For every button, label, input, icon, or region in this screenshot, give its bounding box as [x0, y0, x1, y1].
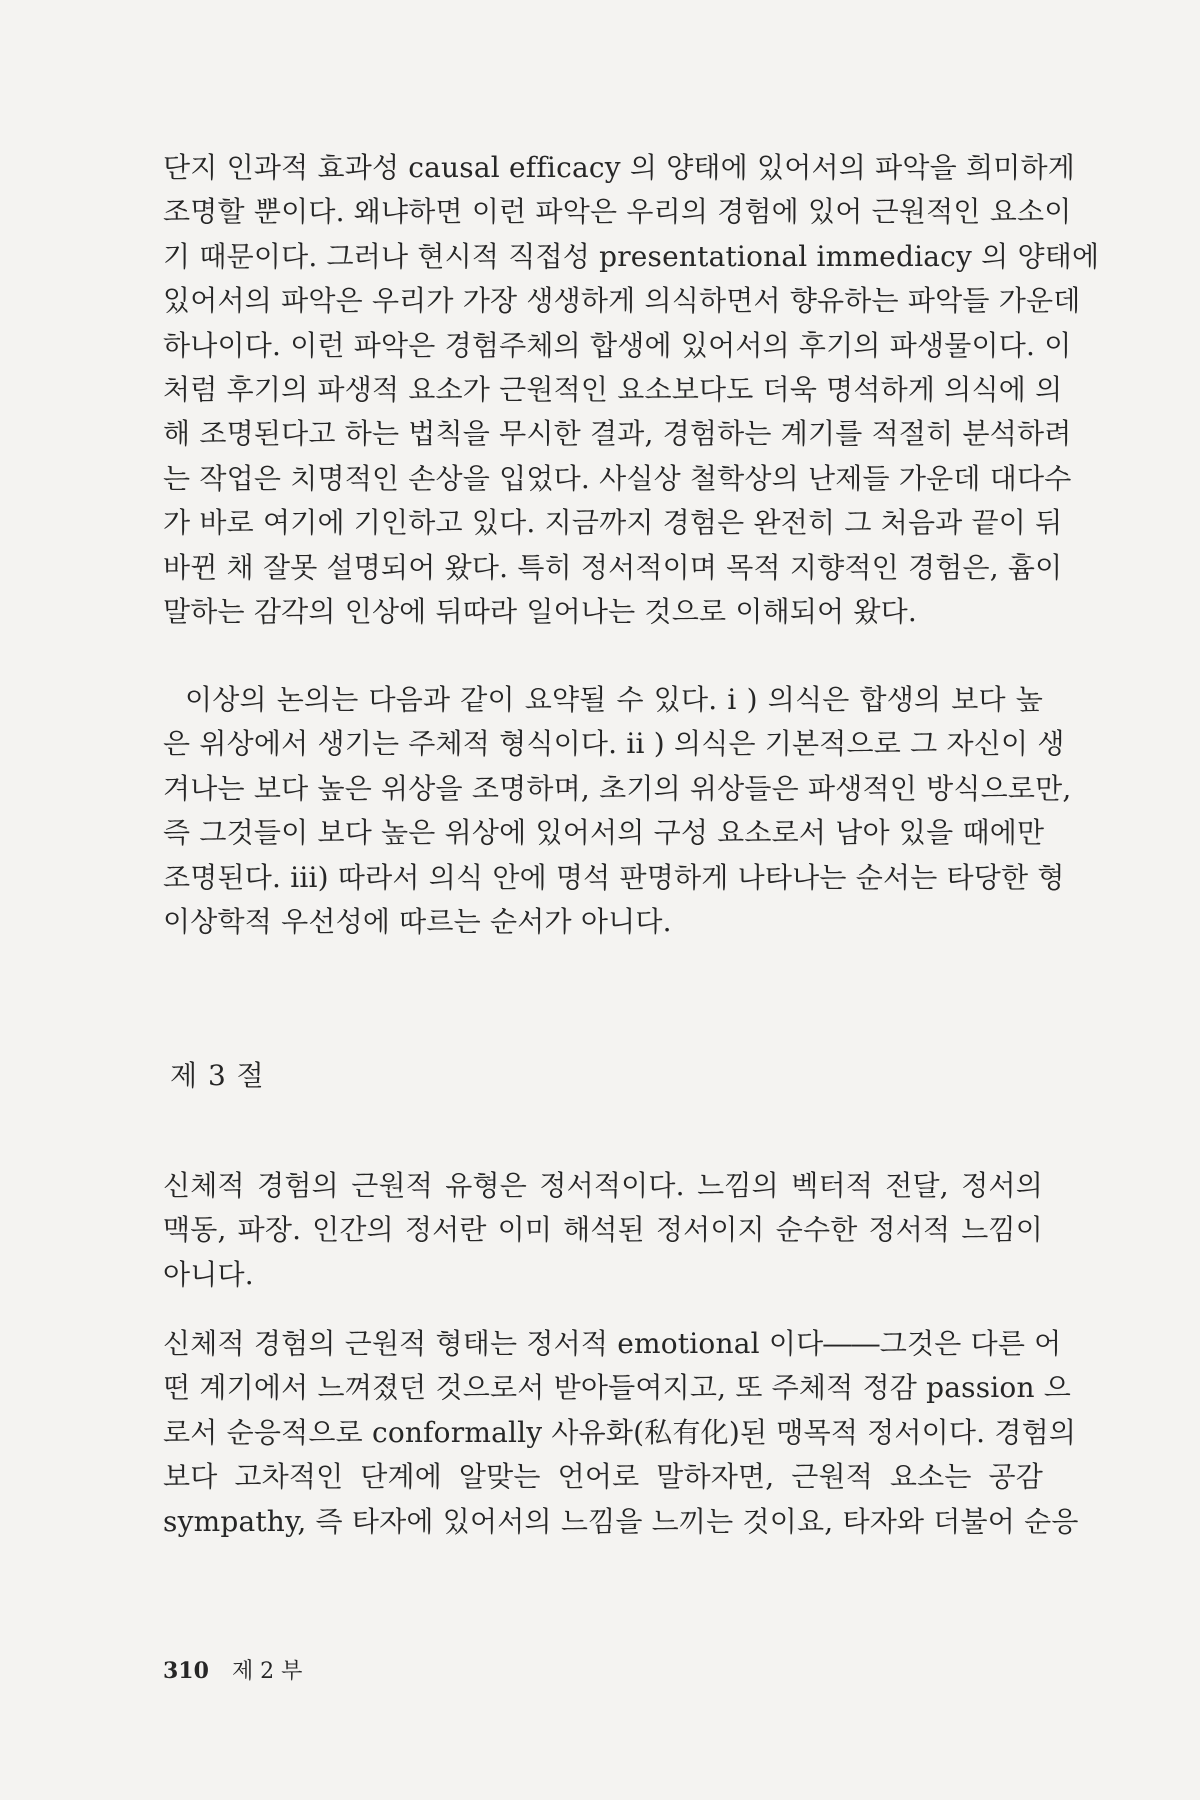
text-line: 있어서의 파악은 우리가 가장 생생하게 의식하면서 향유하는 파악들 가운데	[163, 284, 1081, 318]
text-line: 바뀐 채 잘못 설명되어 왔다. 특히 정서적이며 목적 지향적인 경험은, 흄이	[163, 550, 1063, 584]
text-line: 는 작업은 치명적인 손상을 입었다. 사실상 철학상의 난제들 가운데 대다수	[163, 461, 1072, 495]
part-label: 제 2 부	[231, 1659, 303, 1684]
paragraph-4	[163, 1322, 1079, 1544]
text-line: 즉 그것들이 보다 높은 위상에 있어서의 구성 요소로서 남아 있을 때에만	[163, 816, 1045, 850]
text-line: 맥동, 파장. 인간의 정서란 이미 해석된 정서이지 순수한 정서적 느낌이	[163, 1213, 1043, 1247]
text-line: 이상의 논의는 다음과 같이 요약될 수 있다. i ) 의식은 합생의 보다 높	[185, 683, 1043, 716]
text-line: 이상학적 우선성에 따르는 순서가 아니다.	[163, 904, 672, 938]
text-line: 겨나는 보다 높은 위상을 조명하며, 초기의 위상들은 파생적인 방식으로만,	[163, 771, 1072, 805]
text-line: 신체적 경험의 근원적 형태는 정서적 emotional 이다――그것은 다른 어	[163, 1327, 1062, 1360]
paragraph-3	[163, 1164, 1043, 1297]
text-line: sympathy, 즉 타자에 있어서의 느낌을 느끼는 것이요, 타자와 더불어 순응	[163, 1504, 1079, 1538]
text-line: 로서 순응적으로 conformally 사유화(私有化)된 맹목적 정서이다. 경험의	[163, 1415, 1077, 1449]
text-line: 아니다.	[163, 1257, 254, 1291]
text-line: 하나이다. 이런 파악은 경험주체의 합생에 있어서의 후기의 파생물이다. 이	[163, 328, 1072, 362]
section-heading: 제 3 절	[170, 1059, 265, 1092]
text-line: 떤 계기에서 느껴졌던 것으로서 받아들여지고, 또 주체적 정감 passion 으	[163, 1371, 1072, 1405]
paragraph-1	[163, 146, 1100, 634]
page-footer	[163, 1654, 302, 1685]
text-line: 조명된다. iii) 따라서 의식 안에 명석 판명하게 나타나는 순서는 타당한 형	[163, 860, 1065, 894]
text-line: 보다 고차적인 단계에 알맞는 언어로 말하자면, 근원적 요소는 공감	[163, 1460, 1043, 1494]
text-line: 은 위상에서 생기는 주체적 형식이다. ii ) 의식은 기본적으로 그 자신이 생	[163, 727, 1065, 761]
text-line: 기 때문이다. 그러나 현시적 직접성 presentational immediacy 의 양태에	[163, 239, 1100, 273]
text-line: 말하는 감각의 인상에 뒤따라 일어나는 것으로 이해되어 왔다.	[163, 594, 918, 628]
paragraph-2	[163, 678, 1072, 944]
text-line: 처럼 후기의 파생적 요소가 근원적인 요소보다도 더욱 명석하게 의식에 의	[163, 372, 1063, 406]
text-line: 신체적 경험의 근원적 유형은 정서적이다. 느낌의 벡터적 전달, 정서의	[163, 1169, 1043, 1202]
text-line: 해 조명된다고 하는 법칙을 무시한 결과, 경험하는 계기를 적절히 분석하려	[163, 417, 1072, 451]
text-line: 단지 인과적 효과성 causal efficacy 의 양태에 있어서의 파악을 희미하게	[163, 151, 1075, 184]
page-number: 310	[163, 1658, 209, 1684]
text-line: 조명할 뿐이다. 왜냐하면 이런 파악은 우리의 경험에 있어 근원적인 요소이	[163, 195, 1072, 229]
text-line: 가 바로 여기에 기인하고 있다. 지금까지 경험은 완전히 그 처음과 끝이 뒤	[163, 506, 1063, 540]
